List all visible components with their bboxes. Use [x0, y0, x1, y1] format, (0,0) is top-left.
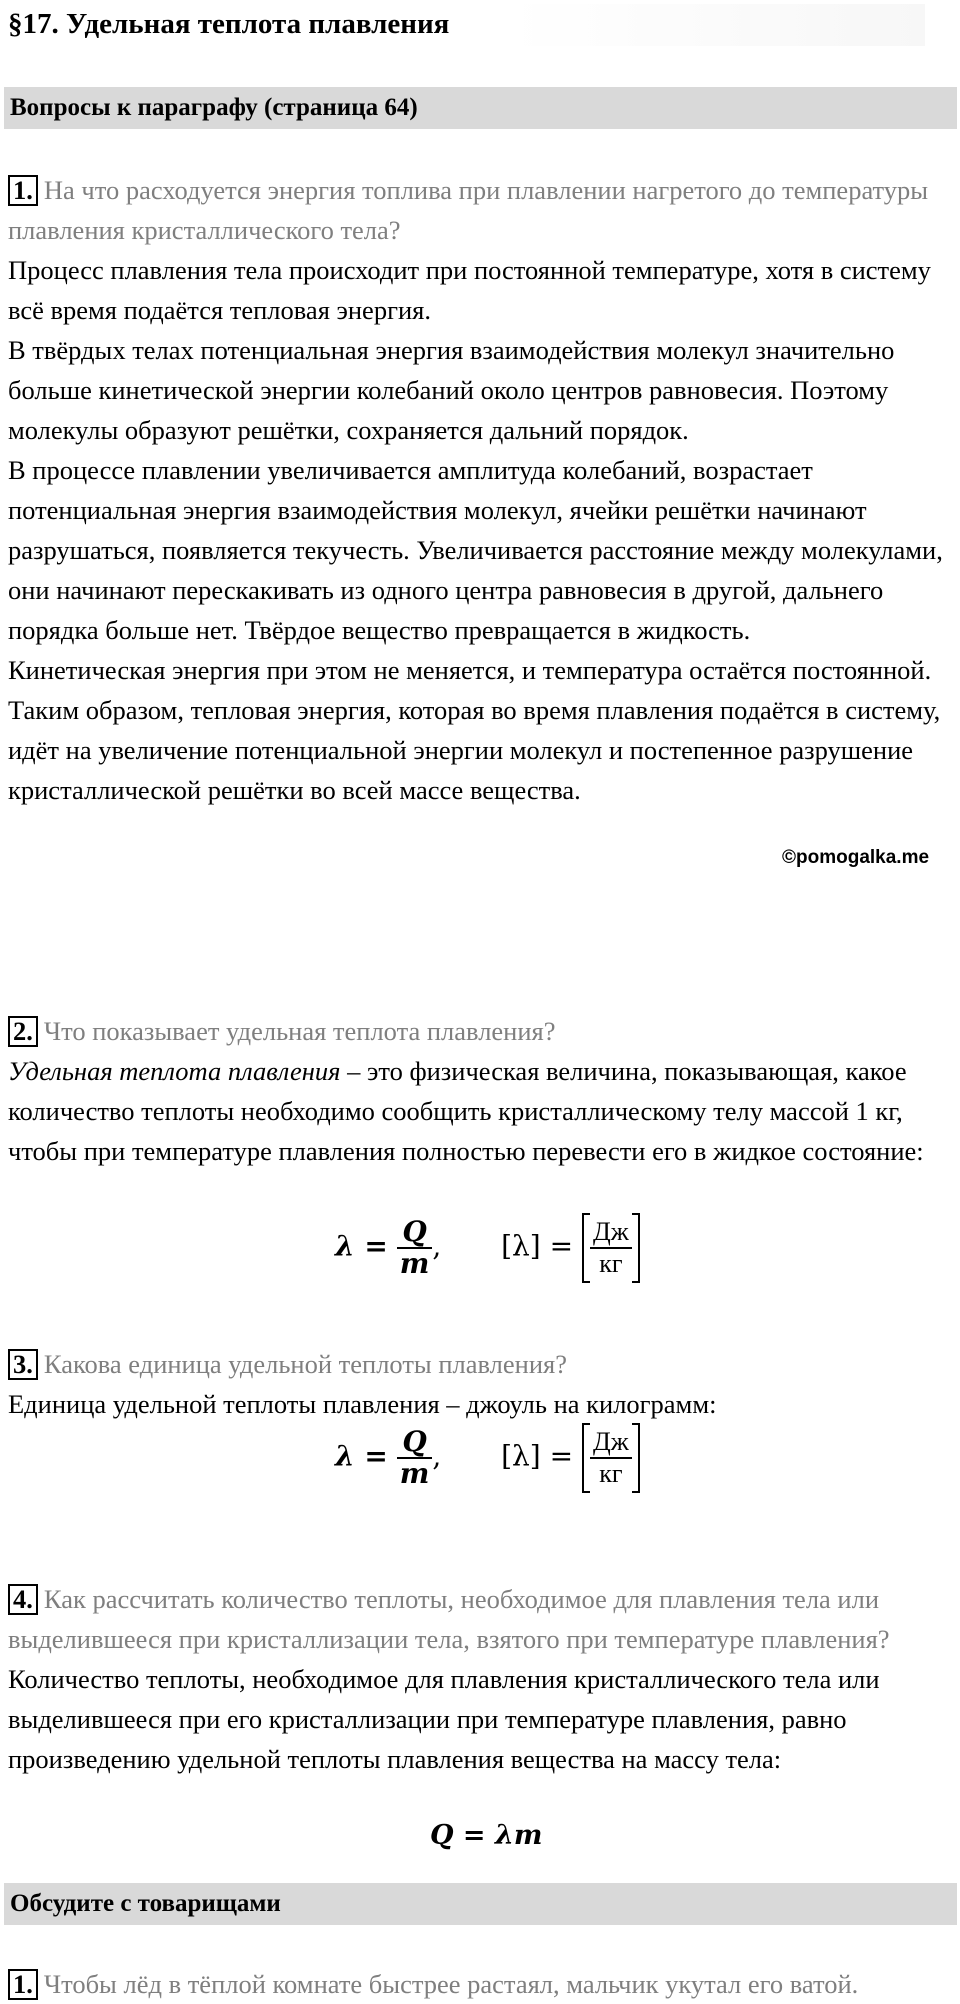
formula-1-right-bracket	[632, 1213, 640, 1283]
formula-1-numerator: Q	[402, 1215, 427, 1248]
discuss-question-1	[8, 1964, 958, 2004]
formula-1-denominator: m	[397, 1247, 433, 1279]
formula-2-left-bracket	[582, 1423, 590, 1493]
formula-1-left-bracket	[582, 1213, 590, 1283]
answer-2-definition: – это физическая величина, показывающая, какое количество теплоты необходимо сообщить кристаллическому телу массой 1 кг, чтобы при температуре плавления полностью перевести его в жидкое состояние:	[8, 1056, 924, 1166]
discuss-question-1-text	[8, 1964, 958, 2004]
formula-2-denominator: m	[397, 1457, 433, 1489]
formula-1-unit-fraction	[590, 1217, 632, 1279]
formula-1-unit-lhs: [λ] =	[501, 1229, 574, 1263]
formula-q-equals-lambda-m: Q = λm	[430, 1820, 543, 1851]
question-1-text	[8, 170, 958, 250]
answer-1-paragraph-2: В твёрдых телах потенциальная энергия взаимодействия молекул значительно больше кинетической энергии колебаний около центров равновесия. Поэтому молекулы образуют решётки, сохраняется дальний порядок.	[8, 335, 895, 445]
formula-2-unit-numerator: Дж	[592, 1427, 629, 1456]
section-header-discuss-label: Обсудите с товарищами	[10, 1890, 281, 1917]
formula-1-comma: ,	[432, 1229, 442, 1263]
question-3-text	[8, 1344, 958, 1384]
discuss-question-1-prompt: Чтобы лёд в тёплой комнате быстрее растаял, мальчик укутал его ватой.	[43, 1969, 859, 1999]
question-3	[8, 1344, 958, 1424]
section-header-discuss	[4, 1883, 957, 1925]
answer-3-text: Единица удельной теплоты плавления – джоуль на килограмм:	[8, 1389, 717, 1419]
formula-1-fraction	[397, 1217, 433, 1279]
formula-1-lhs: λ =	[335, 1229, 388, 1263]
question-4-prompt: Как рассчитать количество теплоты, необходимое для плавления тела или выделившееся при кристаллизации тела, взятого при температуре плавления?	[8, 1584, 890, 1654]
answer-4-text: Количество теплоты, необходимое для плавления кристаллического тела или выделившееся при его кристаллизации при температуре плавления, равно произведению удельной теплоты плавления вещества на массу тела:	[8, 1664, 880, 1774]
formula-2-comma: ,	[432, 1439, 442, 1473]
answer-2-term: Удельная теплота плавления	[8, 1056, 341, 1086]
formula-lambda-2	[335, 1423, 640, 1493]
discuss-question-1-number: 1.	[8, 1969, 38, 2000]
answer-1-paragraph-5: Таким образом, тепловая энергия, которая во время плавления подаётся в систему, идёт на увеличение потенциальной энергии молекул и постепенное разрушение кристаллической решётки во всей массе вещества.	[8, 695, 941, 805]
section-header-questions	[4, 87, 957, 129]
answer-1-paragraph-3: В процессе плавлении увеличивается амплитуда колебаний, возрастает потенциальная энергия взаимодействия молекул, ячейки решётки начинают разрушаться, появляется текучесть. Увеличивается расстояние между молекулами, они начинают перескакивать из одного центра равновесия в другой, дальнего порядка больше нет. Твёрдое вещество превращается в жидкость.	[8, 455, 943, 645]
question-2-number: 2.	[8, 1016, 38, 1047]
formula-2-numerator: Q	[402, 1425, 427, 1458]
question-1-prompt: На что расходуется энергия топлива при плавлении нагретого до температуры плавления кристаллического тела?	[8, 175, 929, 245]
formula-2-unit-denominator: кг	[590, 1457, 632, 1489]
watermark: ©pomogalka.me	[782, 847, 930, 868]
answer-1-paragraph-4: Кинетическая энергия при этом не меняется, и температура остаётся постоянной.	[8, 655, 932, 685]
formula-lambda-1	[335, 1213, 640, 1283]
question-4-number: 4.	[8, 1584, 38, 1615]
question-2-prompt: Что показывает удельная теплота плавления?	[43, 1016, 556, 1046]
formula-1-unit-numerator: Дж	[592, 1217, 629, 1246]
formula-1-unit-denominator: кг	[590, 1247, 632, 1279]
question-1-number: 1.	[8, 175, 38, 206]
question-3-prompt: Какова единица удельной теплоты плавления?	[43, 1349, 567, 1379]
answer-1-paragraph-1: Процесс плавления тела происходит при постоянной температуре, хотя в систему всё время подаётся тепловая энергия.	[8, 255, 931, 325]
formula-2-unit-lhs: [λ] =	[501, 1439, 574, 1473]
formula-2-lhs: λ =	[335, 1439, 388, 1473]
question-2-text	[8, 1011, 958, 1051]
section-header-questions-label: Вопросы к параграфу (страница 64)	[10, 94, 418, 121]
formula-2-right-bracket	[632, 1423, 640, 1493]
question-1	[8, 170, 958, 810]
formula-heat-quantity	[430, 1820, 542, 1851]
question-3-number: 3.	[8, 1349, 38, 1380]
answer-2-text	[8, 1051, 958, 1171]
question-4	[8, 1579, 958, 1779]
formula-2-fraction	[397, 1427, 433, 1489]
question-2	[8, 1011, 958, 1171]
page-title: §17. Удельная теплота плавления	[8, 8, 450, 40]
formula-2-unit-fraction	[590, 1427, 632, 1489]
question-4-text	[8, 1579, 958, 1659]
